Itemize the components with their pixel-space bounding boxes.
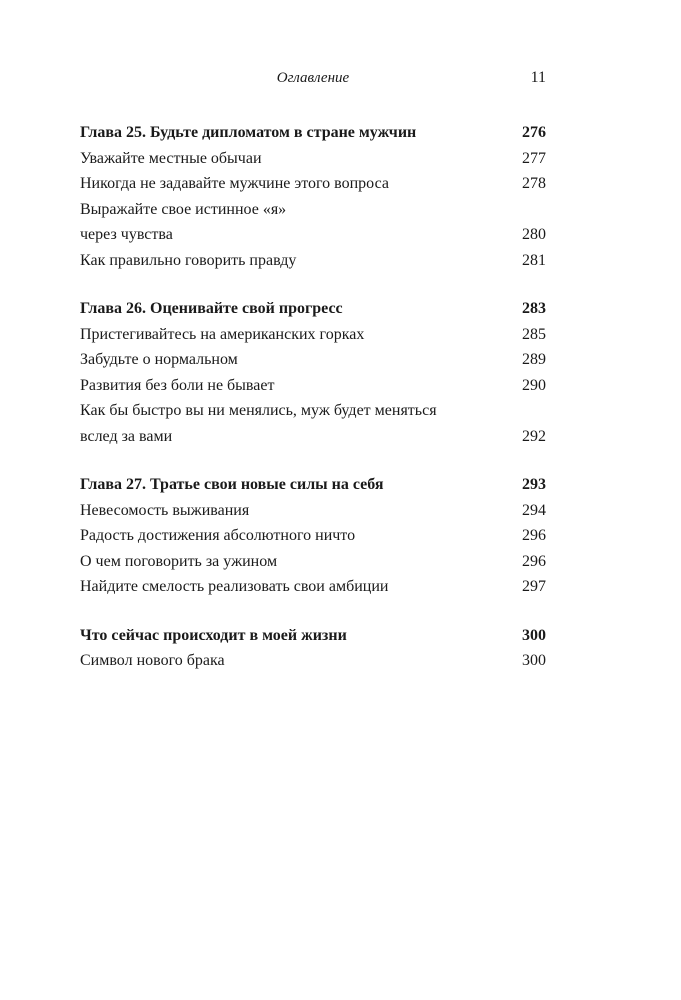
entry-page: 280 <box>522 226 546 243</box>
toc-chapter-heading <box>80 120 546 146</box>
toc-entry-line-2 <box>80 222 546 248</box>
toc-entry-line-2 <box>80 424 546 450</box>
toc-entry <box>80 523 546 549</box>
toc-section-chapter-25 <box>80 120 546 273</box>
entry-title: Как правильно говорить правду <box>80 251 297 269</box>
chapter-title: Глава 26. Оценивайте свой прогресс <box>80 300 343 317</box>
toc-entry-line-1 <box>80 398 546 424</box>
toc-entry <box>80 648 546 674</box>
toc-entry <box>80 373 546 399</box>
entry-page: 297 <box>522 578 546 595</box>
entry-page: 281 <box>522 251 546 269</box>
entry-page: 277 <box>522 149 546 167</box>
entry-page: 292 <box>522 427 546 445</box>
chapter-page: 283 <box>522 300 546 317</box>
entry-title: Развития без боли не бывает <box>80 376 275 394</box>
chapter-page: 300 <box>522 626 546 644</box>
entry-title: Радость достижения абсолютного ничто <box>80 527 356 544</box>
toc-entry <box>80 146 546 172</box>
entry-page: 296 <box>522 552 546 570</box>
entry-title-line-1: Выражайте свое истинное «я» <box>80 200 287 218</box>
entry-title: Символ нового брака <box>80 652 225 669</box>
chapter-title: Глава 27. Тратье свои новые силы на себя <box>80 476 384 493</box>
entry-title: Найдите смелость реализовать свои амбиции <box>80 578 389 595</box>
toc-entry <box>80 322 546 348</box>
toc-section-final <box>80 623 546 674</box>
entry-page: 300 <box>522 652 546 669</box>
toc-entry <box>80 498 546 524</box>
toc-entry <box>80 171 546 197</box>
chapter-title: Глава 25. Будьте дипломатом в стране мужчин <box>80 124 417 141</box>
page-number: 11 <box>530 69 546 86</box>
toc-entry-line-1 <box>80 197 546 223</box>
entry-title-line-1: Как бы быстро вы ни менялись, муж будет меняться <box>80 402 437 419</box>
table-of-contents <box>80 120 546 697</box>
toc-chapter-heading <box>80 472 546 498</box>
toc-section-chapter-26 <box>80 296 546 449</box>
toc-entry <box>80 248 546 274</box>
entry-title: Уважайте местные обычаи <box>80 149 262 167</box>
entry-title: Пристегивайтесь на американских горках <box>80 325 365 343</box>
toc-entry <box>80 347 546 373</box>
entry-title: Невесомость выживания <box>80 501 250 519</box>
toc-section-chapter-27 <box>80 472 546 600</box>
entry-title: О чем поговорить за ужином <box>80 552 278 570</box>
entry-title-line-2: вслед за вами <box>80 427 173 445</box>
entry-page: 278 <box>522 175 546 192</box>
running-title: Оглавление <box>276 70 350 86</box>
entry-page: 290 <box>522 376 546 394</box>
running-head <box>80 67 546 91</box>
entry-page: 289 <box>522 351 546 368</box>
entry-page: 296 <box>522 527 546 544</box>
chapter-page: 276 <box>522 124 546 141</box>
entry-page: 285 <box>522 325 546 343</box>
entry-title-line-2: через чувства <box>80 226 173 243</box>
toc-chapter-heading <box>80 296 546 322</box>
toc-entry <box>80 549 546 575</box>
entry-title: Никогда не задавайте мужчине этого вопроса <box>80 175 389 192</box>
chapter-title: Что сейчас происходит в моей жизни <box>80 626 347 644</box>
toc-chapter-heading <box>80 623 546 649</box>
chapter-page: 293 <box>522 476 546 493</box>
entry-page: 294 <box>522 501 546 519</box>
entry-title: Забудьте о нормальном <box>80 351 238 368</box>
toc-entry <box>80 574 546 600</box>
